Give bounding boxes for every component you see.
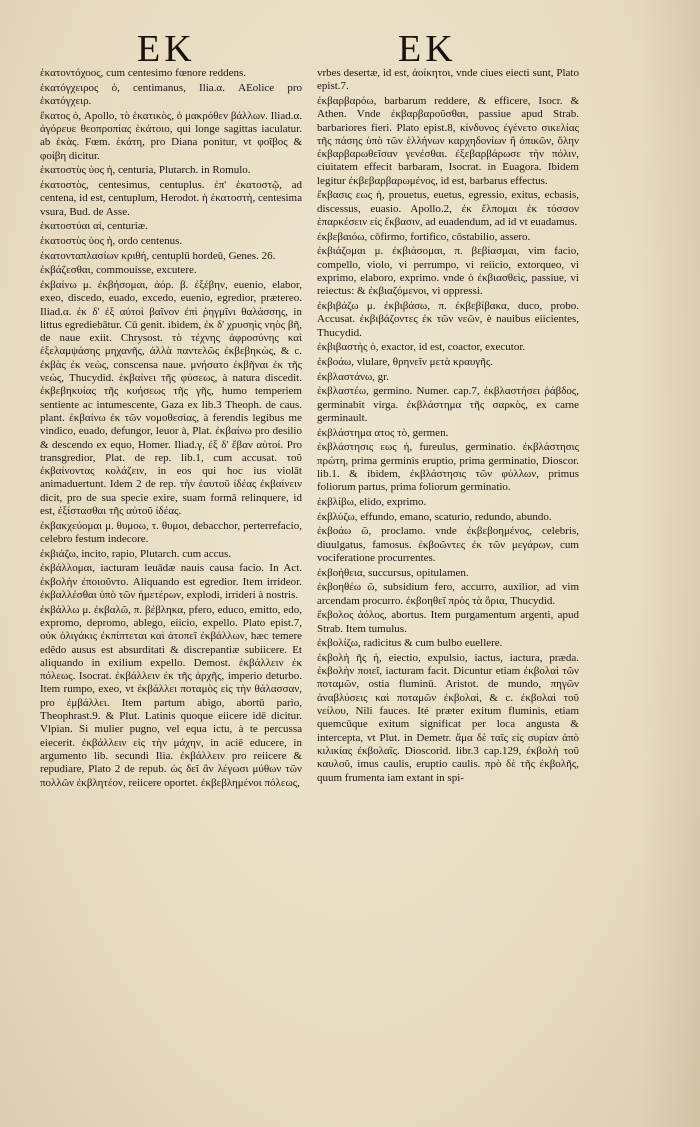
dictionary-entry: ἐκβλίβω, elido, exprimo.	[317, 495, 427, 508]
dictionary-entry: ἑκατόγχειρος ὁ, centimanus, Ilia.α. AEolice pro ἑκατόγχειρ.	[40, 81, 302, 107]
dictionary-entry: ἐκβάλλομαι, iacturam leuādæ nauis causa facio. In Act. ἐκβολὴν ἐποιοῦντο. Aliquando est egredior. Item irrideor. ἐκβαλλέσθαι ὑπὸ τῶν ἡμετέρων, explodi, irrideri à nostris.	[40, 562, 302, 601]
dictionary-entry: ἑκατοστὺς ὑος ἡ, centuria, Plutarch. in Romulo.	[40, 164, 251, 177]
dictionary-entry: ἐκβλαστέω, germino. Numer. cap.7, ἐκβλαστήσει ῥάβδος, germinabit virga. ἐκβλάστημα τῆς σαρκὸς, ex carne germinault.	[317, 385, 579, 424]
dictionary-entry: ἑκατοντόχοος, cum centesimo fœnore reddens.	[40, 67, 247, 79]
dictionary-entry: ἐκβιβαστὴς ὁ, exactor, id est, coactor, executor.	[317, 341, 526, 354]
dictionary-entry: vrbes desertæ, id est, ἀοίκητοι, vnde ciues eiecti sunt, Plato epist.7.	[317, 67, 579, 93]
dictionary-entry: ἔκβολος ἀόλος, abortus. Item purgamentum argenti, apud Strab. Item tumulus.	[317, 609, 579, 635]
dictionary-entry: ἐκβάζεσθαι, commouisse, excutere.	[40, 264, 197, 277]
left-column	[40, 67, 302, 791]
dictionary-entry: ἐκβλάστησις εως ἡ, fureulus, germinatio. ἐκβλάστησις πρώτη, prima germinis eruptio, prima germinatio, Dioscor. lib.1. & ibidem, ἐκβλάστησις τῶν φύλλων, primus foliorum partus, prima foliorum germinatio.	[317, 441, 579, 494]
dictionary-entry: ἐκβαίνω μ. ἐκβήσομαι, ἀόρ. β. ἐξέβην, euenio, elabor, exeo, discedo, euado, excedo, euenio, egredior, prætereo. Iliad.α. ἐκ δ' ἐξ αὐτοὶ βαῖνον ἐπὶ ῥηγμῖνι θαλάσσης, in littus egrediebātur. Cū genit. ibidem, ἐκ δ' χρυσηὶς νηὸς βῆ, de naue exiit. Chrysost. τὸ τέχνης ἀφροσύνης καὶ ἐξελαμψάσης μηχανῆς, ἀλλὰ παντελῶς ἐκβεβηκὼς, & c. ἐκβὰς ἐκ νεὼς, conscensa naue. μνήσατο ἐκβῆναι ἐκ τῆς νεὼς, Thucydid. ἐκβαίνει τῆς φύσεως, à natura discedit. ἐκβεβηκυίας τῆς κυήσεως τῆς γῆς, humo temperiem sentiente ac intumescente, Gaza ex lib.3 Theoph. de caus. plant. ἐκβαίνω ἐκ τῶν νομοθεσίας, à ferendis legibus me vindico, euado, defungor, leuor à, Plat. ἐκβαίνω pro desilio & descendo ex equo, Homer. Iliad.γ, ἐξ δ' ἔβαν αὐτοί. Pro transgredior, Plat. de rep. lib.1, cum accusat. τοῦ ἐκβαίνοντας κολάζειν, in eos qui hoc ius violāt animaduertunt. Idem 2 de rep. τὴν ἑαυτοῦ ἰδέας ἐκβαίνειν dicit, pro de sua specie exire, suam formā relinquere, id est, ἐξίστασθαι τῆς αὐτοῦ ἰδέας.	[40, 278, 302, 518]
dictionary-entry: ἔκβασις εως ἡ, prouetus, euetus, egressio, exitus, ecbasis, discessus, euasio. Apollo.2, ἐκ ἔλπομαι ἐκ τόσσον ἐπαρκέσειν εἰς ἔκβασιν, ad euadendum, ad id vt euadamus.	[317, 189, 579, 229]
dictionary-entry: ἑκατονταπλασίων κριθή, centuplū hordeū, Genes. 26.	[40, 249, 276, 262]
dictionary-entry: ἐκβάλλω μ. ἐκβαλῶ, π. βέβληκα, pfero, educo, emitto, edo, expromo, depromo, ablego, eiicio, expello. Plato epist.7, οὐκ ὀλιγάκις ἐκπίπτεται καὶ ἀτοπεῖ ἐκβάλλων, hæc temere edēdo ausus est absurditati & discrepantiæ subiicere. Et aliquando in exilium expello. Demost. ἐκβάλλειν ἐκ πόλεως. Isocrat. ἐκβάλλειν ἐκ τῆς ἀρχῆς, imperio deturbo. Item rumpo, exeo, vt ἐκβάλλει ποταμὸς εἰς τὴν θάλασσαν, pro ἐμβάλλει. Item partum abigo, abortū pario, Theophrast.9. & Plut. Latinis quoque eiicere idē dicitur. Vlpian. Si mulier pugno, vel equa ictu, à te percussa eiecerit. ἐκβάλλειν εἰς τὴν μάχην, in aciē educere, in argumento lib. secundi Ilia. ἐκβάλλειν pro reiicere & repudiare, Plato 2 de repub. ὡς δεῖ ἂν λέγωσι μύθων τῶν πολλῶν ἐκβλητέον, reiicere oportet. ἐκβεβλημένοι πόλεως,	[40, 603, 302, 789]
dictionary-entry: ἐκβαρβαρόω, barbarum reddere, & efficere, Isocr. & Athen. Vnde ἐκβαρβαροῦσθαι, passiue apud Strab. barbariores fieri. Plato epist.8, κίνδυνος ἐγένετο σικελίας τῆς πάσης ὑπὸ τῶν ἑλλήνων καρχηδονίων ἢ ὀπικῶν, ὅλην ἐκβαρβαρωθεῖσαν γενέσθαι. ἐξεβαρβάρωσε τὴν πόλιν, ciuitatem effecit barbaram, Isocrat. in Euagora. Ibidem legitur ἐκβεβαρβαρωμένος, id est, barbarus effectus.	[317, 94, 579, 187]
right-column	[317, 67, 579, 786]
dictionary-entry: ἐκβοάω ῶ, proclamo. vnde ἐκβεβοημένος, celebris, diuulgatus, famosus. ἐκβοῶντες ἐκ τῶν μεγάρων, cum vociferatione procurrentes.	[317, 525, 579, 564]
page-shading	[640, 0, 700, 1127]
page-header-right: EK	[398, 28, 457, 70]
dictionary-entry: ἐκβοηθέω ῶ, subsidium fero, accurro, auxilior, ad vim arcendam procurro. ἐκβοηθεῖ πρὸς τὰ ὅρια, Thucydid.	[317, 581, 579, 607]
dictionary-entry: ἐκβοάω, vlulare, θρηνεῖν μετὰ κραυγῆς.	[317, 355, 493, 368]
page-header-left: EK	[137, 28, 196, 70]
dictionary-entry: ἐκβιάζω, incito, rapio, Plutarch. cum accus.	[40, 547, 232, 560]
dictionary-entry: ἐκβλύζω, effundo, emano, scaturio, redundo, abundo.	[317, 510, 552, 523]
dictionary-entry: ἐκβλάστημα ατος τὸ, germen.	[317, 426, 449, 439]
dictionary-entry: ἐκβολὴ ῆς ἡ, eiectio, expulsio, iactus, iactura, præda. ἐκβολὴν ποιεῖ, iacturam facit. Dicuntur etiam ἐκβολαὶ τῶν ποταμῶν, ostia fluminū. Aristot. de mundo, πηγῶν ἀναβλύσεις καὶ ποταμῶν ἐκβολαὶ, & c. ἐκβολαὶ τοῦ νείλου, Nili fauces. Ité præter exitum fluminis, etiam quemcūque exitum significat per loca angusta & intercepta, vt Plut. in Demetr. ἅμα δὲ ταῖς εἰς συρίαν ἀπὸ κιλικίας ἐκβολαῖς. Dioscorid. libr.3 cap.129, ἐκβολὴ τοῦ καυλοῦ, imus caulis, eruptio caulis. πρὸ δὲ τῆς ἐκβολῆς, quum frumenta iam extant in spi-	[317, 651, 579, 784]
dictionary-entry: ἑκατοστὸς, centesimus, centuplus. ἐπ' ἑκατοστῷ, ad centena, id est, centuplum, Herodot. ἡ ἑκατοστὴ, centesima vsura, Bud. de Asse.	[40, 178, 302, 218]
dictionary-entry: ἐκβοήθεια, succursus, opitulamen.	[317, 566, 469, 579]
dictionary-entry: ἐκβεβαιόω, cōfirmo, fortifico, cōstabilio, assero.	[317, 230, 531, 243]
dictionary-entry: ἐκβλαστάνω, gr.	[317, 370, 389, 383]
dictionary-entry: ἐκβιβάζω μ. ἐκβιβάσω, π. ἐκβεβίβακα, duco, probo. Accusat. ἐκβιβάζοντες ἐκ τῶν νεῶν, è nauibus eiicientes, Thucydid.	[317, 300, 579, 339]
dictionary-entry: ἑκατοστὺς ὑος ἡ, ordo centenus.	[40, 234, 183, 247]
dictionary-entry: ἕκατος ὁ, Apollo, τὸ ἑκατικὸς, ὁ μακρόθεν βάλλων. Iliad.α. ἀγόρευε θεοπροπίας ἑκάτοιο, qui longe sagittas iaculatur. ab ἑκὰς. Fœm. ἑκάτη, pro Diana ponitur, vt φοῖβος & φοίβη dicitur.	[40, 109, 302, 162]
dictionary-entry: ἐκβιάζομαι μ. ἐκβιάσομαι, π. βεβίασμαι, vim facio, compello, violo, vi perrumpo, vi reiicio, extorqueo, vi exprimo, elaboro, exprimo. vnde ὁ ἐκβιασθεὶς, passiue, vi reiectus: & ἐκβιαζόμενοι, vi oppressi.	[317, 245, 579, 298]
dictionary-entry: ἑκατοστύαι αἱ, centuriæ.	[40, 220, 148, 233]
dictionary-entry: ἐκβακχεύομαι μ. θυμοω, τ. θυμοι, debacchor, perterrefacio, celebro festum indecore.	[40, 519, 302, 545]
dictionary-entry: ἐκβολίζω, radicitus & cum bulbo euellere.	[317, 637, 503, 650]
